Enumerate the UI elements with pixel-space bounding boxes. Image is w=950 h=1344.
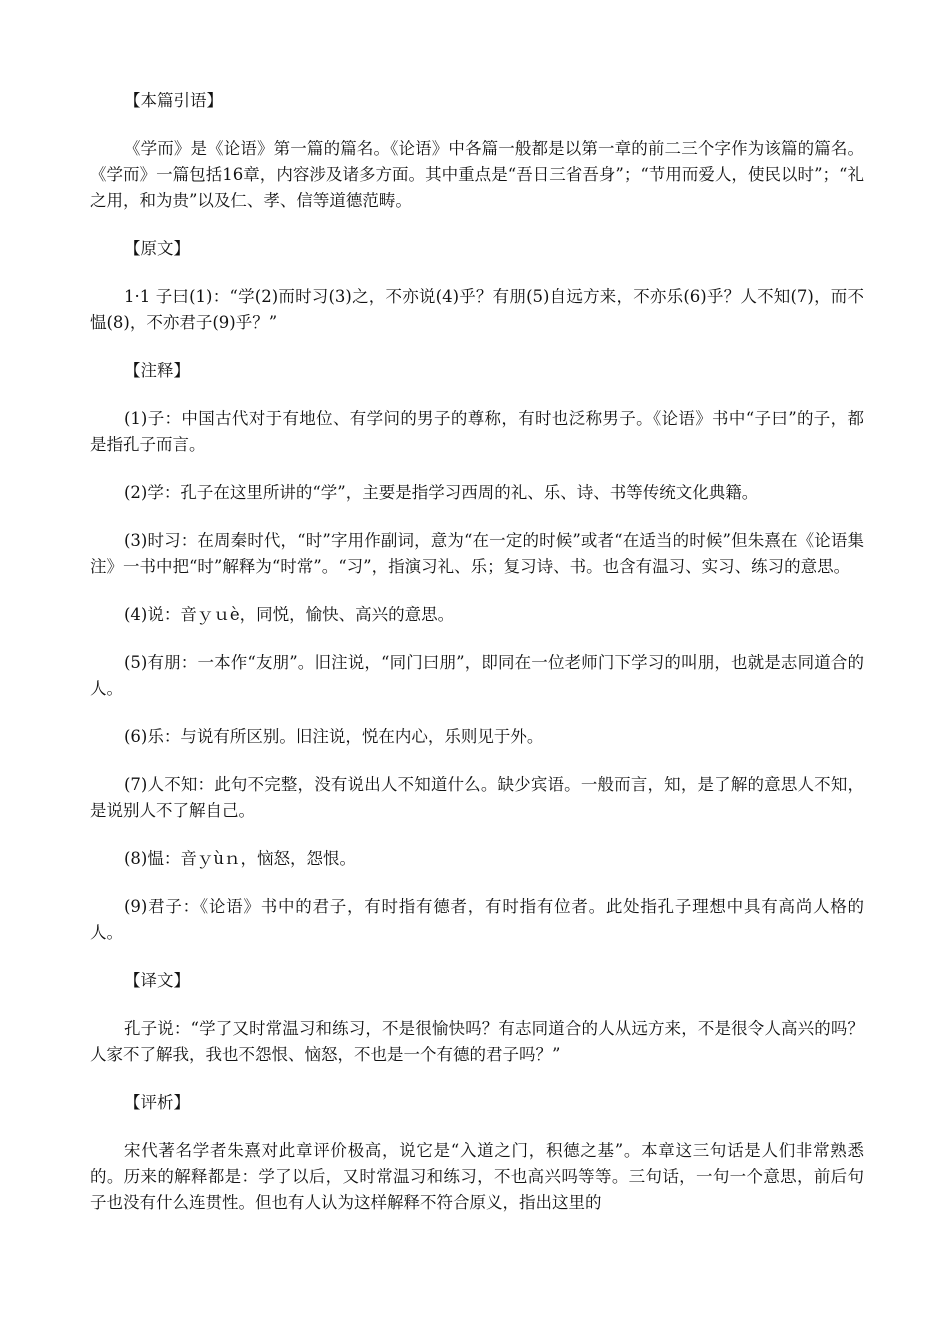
section-heading: 【评析】 [124,1093,190,1112]
intro-paragraph: 《学而》是《论语》第一篇的篇名。《论语》中各篇一般都是以第一章的前二三个字作为该篇的篇名。《学而》一篇包括16章，内容涉及诸多方面。其中重点是“吾日三省吾身”；“节用而爱人，使民以时”；“礼之用，和为贵”以及仁、孝、信等道德范畴。 [90,139,864,210]
note-item: (8)愠：音ｙùｎ，恼怒，怨恨。 [124,849,356,868]
section-analysis [90,1090,864,1216]
translation-paragraph: 孔子说：“学了又时常温习和练习，不是很愉快吗？有志同道合的人从远方来，不是很令人高兴的吗？人家不了解我，我也不怨恨、恼怒，不也是一个有德的君子吗？” [90,1019,864,1064]
note-item: (9)君子：《论语》书中的君子，有时指有德者，有时指有位者。此处指孔子理想中具有高尚人格的人。 [90,897,864,942]
section-notes [90,358,864,946]
note-item: (2)学：孔子在这里所讲的“学”，主要是指学习西周的礼、乐、诗、书等传统文化典籍。 [124,483,759,502]
note-item: (3)时习：在周秦时代，“时”字用作副词，意为“在一定的时候”或者“在适当的时候”但朱熹在《论语集注》一书中把“时”解释为“时常”。“习”，指演习礼、乐；复习诗、书。也含有温习、实习、练习的意思。 [90,531,864,576]
section-heading: 【注释】 [124,361,190,380]
section-heading: 【译文】 [124,971,190,990]
note-item: (5)有朋：一本作“友朋”。旧注说，“同门曰朋”，即同在一位老师门下学习的叫朋，也就是志同道合的人。 [90,653,864,698]
original-text-paragraph: 1·1 子曰(1)：“学(2)而时习(3)之，不亦说(4)乎？有朋(5)自远方来，不亦乐(6)乎？人不知(7)，而不愠(8)，不亦君子(9)乎？” [90,287,864,332]
section-original [90,236,864,336]
section-heading: 【原文】 [124,239,190,258]
note-item: (7)人不知：此句不完整，没有说出人不知道什么。缺少宾语。一般而言，知，是了解的意思人不知，是说别人不了解自己。 [90,775,864,820]
analysis-paragraph: 宋代著名学者朱熹对此章评价极高，说它是“入道之门，积德之基”。本章这三句话是人们非常熟悉的。历来的解释都是：学了以后，又时常温习和练习，不也高兴吗等等。三句话，一句一个意思，前后句子也没有什么连贯性。但也有人认为这样解释不符合原义，指出这里的 [90,1141,864,1212]
note-item: (6)乐：与说有所区别。旧注说，悦在内心，乐则见于外。 [124,727,544,746]
section-intro [90,88,864,214]
section-heading: 【本篇引语】 [124,91,223,110]
note-item: (1)子：中国古代对于有地位、有学问的男子的尊称，有时也泛称男子。《论语》书中“子曰”的子，都是指孔子而言。 [90,409,864,454]
note-item: (4)说：音ｙｕè，同悦，愉快、高兴的意思。 [124,605,455,624]
section-translation [90,968,864,1068]
